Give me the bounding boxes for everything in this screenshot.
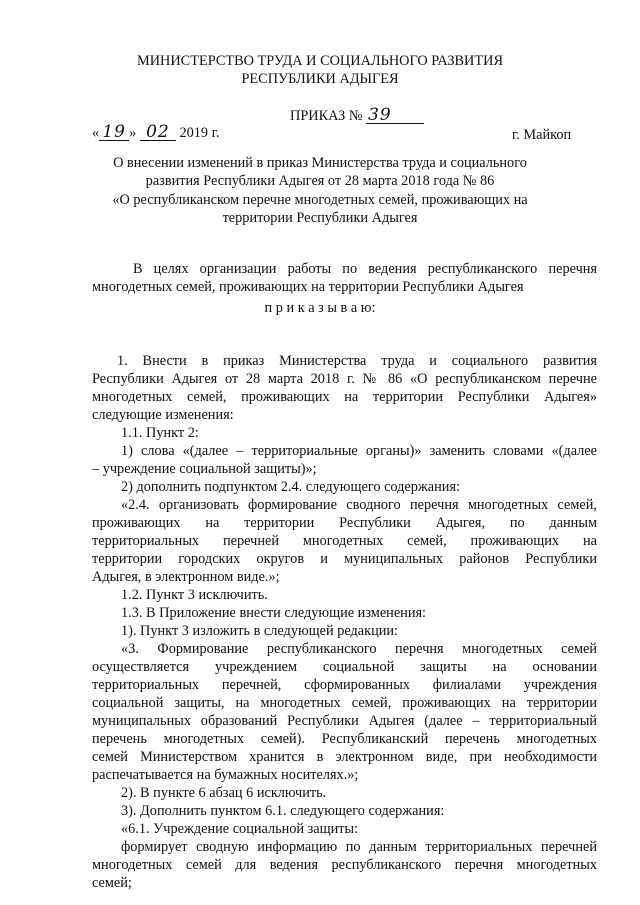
date-open-quote: « [92, 125, 100, 141]
body-line: – учреждение социальной защиты)»; [92, 461, 317, 478]
body-line: формирует сводную информацию по данным территориальных перечней [121, 839, 597, 856]
body-line: 1.2. Пункт 3 исключить. [121, 587, 268, 604]
body-line: территории городских округов и муниципальных районов Республики [92, 551, 597, 568]
body-line: осуществляется учреждением социальной защиты на основании [92, 659, 597, 676]
title-line: «О республиканском перечне многодетных семей, проживающих на [112, 192, 528, 208]
body-line: 1) слова «(далее – территориальные органы)» заменить словами «(далее [121, 443, 597, 460]
body-line: территориальных перечней, сформированных филиалами учреждения [92, 677, 597, 694]
body-line: семей Министерством хранится в электронном виде, при необходимости [92, 749, 597, 766]
body-line: 2) дополнить подпунктом 2.4. следующего содержания: [121, 479, 460, 496]
body-line: социальной защиты, на многодетных семей, проживающих на территории [92, 695, 597, 712]
ministry-name-line2: РЕСПУБЛИКИ АДЫГЕЯ [241, 71, 399, 87]
body-line: 3). Дополнить пунктом 6.1. следующего содержания: [121, 803, 445, 820]
order-heading [290, 107, 424, 125]
city-name: г. Майкоп [512, 127, 572, 143]
order-date [92, 124, 219, 142]
preamble-line: В целях организации работы по ведения республиканского перечня [133, 261, 597, 278]
title-line: развития Республики Адыгея от 28 марта 2018 года № 86 [145, 173, 495, 189]
preamble-line: многодетных семей, проживающих на территории Республики Адыгея [92, 279, 524, 296]
body-line: 1. Внести в приказ Министерства труда и социального развития [117, 353, 597, 370]
ministry-name-line1: МИНИСТЕРСТВО ТРУДА И СОЦИАЛЬНОГО РАЗВИТИЯ [137, 53, 503, 69]
title-line: территории Республики Адыгея [222, 210, 418, 226]
body-line: «2.4. организовать формирование сводного перечня многодетных семей, [121, 497, 597, 514]
body-line: «3. Формирование республиканского перечня многодетных семей [121, 641, 597, 658]
body-line: следующие изменения: [92, 407, 234, 424]
date-mid-quote: » [129, 125, 137, 141]
body-line: проживающих на территории Республики Адыгея, по данным [92, 515, 597, 532]
order-label: ПРИКАЗ № [290, 108, 363, 124]
body-line: «6.1. Учреждение социальной защиты: [121, 821, 359, 838]
order-word: п р и к а з ы в а ю: [264, 300, 376, 316]
date-month-handwritten: 02 [140, 124, 176, 141]
body-line: семей; [92, 875, 132, 892]
body-line: Адыгея, в электронном виде.»; [92, 569, 280, 586]
date-year: 2019 г. [179, 125, 220, 141]
date-day-handwritten: 19 [99, 124, 129, 141]
body-line: муниципальных образований Республики Адыгея (далее – территориальный [92, 713, 597, 730]
body-line: Республики Адыгея от 28 марта 2018 г. № 86 «О республиканском перечне [92, 371, 597, 388]
body-line: многодетных семей для ведения республиканского перечня многодетных [92, 857, 597, 874]
body-line: 2). В пункте 6 абзац 6 исключить. [121, 785, 327, 802]
body-line: перечень многодетных семей). Республиканский перечень многодетных [92, 731, 597, 748]
body-line: 1.1. Пункт 2: [121, 425, 199, 442]
title-line: О внесении изменений в приказ Министерства труда и социального [113, 155, 527, 171]
body-line: территориальных перечней многодетных семей, проживающих на [92, 533, 597, 550]
body-line: распечатывается на бумажных носителях.»; [92, 767, 359, 784]
order-number-handwritten: 39 [366, 107, 424, 124]
body-line: многодетных семей, проживающих на территории Республики Адыгея» [92, 389, 597, 406]
body-line: 1). Пункт 3 изложить в следующей редакции: [121, 623, 399, 640]
body-line: 1.3. В Приложение внести следующие изменения: [121, 605, 427, 622]
